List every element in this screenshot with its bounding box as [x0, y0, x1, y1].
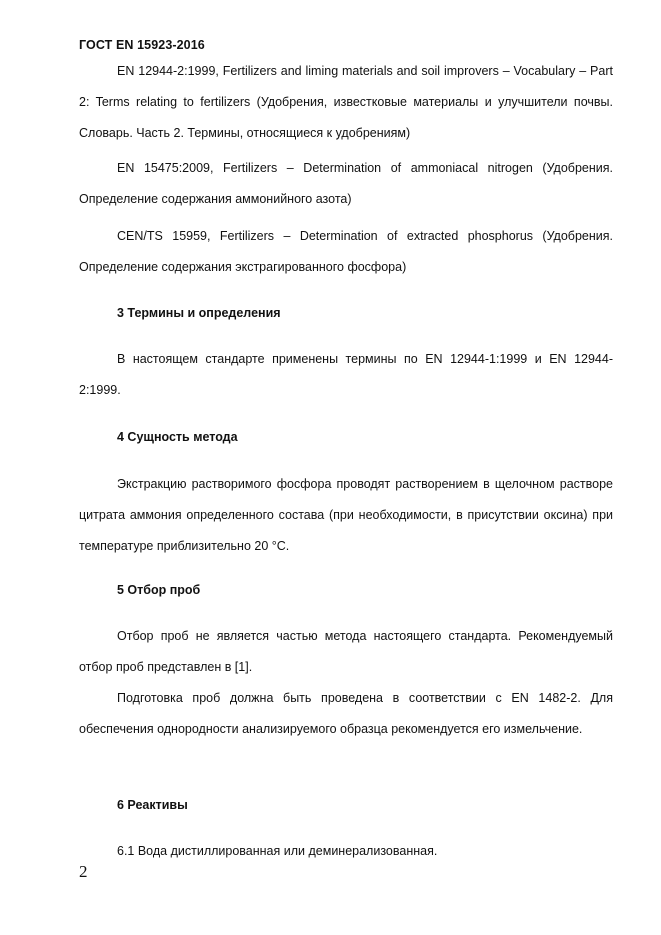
- section-3-text: В настоящем стандарте применены термины по EN 12944-1:1999 и EN 12944-2:1999.: [79, 352, 613, 397]
- section-4-text: Экстракцию растворимого фосфора проводят растворением в щелочном растворе цитрата аммония определенного состава (при необходимости, в присутствии оксина) при температуре приблизительно 20 °C.: [79, 477, 613, 553]
- section-5-heading: 5 Отбор проб: [117, 583, 201, 597]
- section-5-text-1: Отбор проб не является частью метода настоящего стандарта. Рекомендуемый отбор проб представлен в [1].: [79, 629, 613, 674]
- section-5-text-2: Подготовка проб должна быть проведена в соответствии с EN 1482-2. Для обеспечения однородности анализируемого образца рекомендуется его измельчение.: [79, 691, 613, 736]
- section-6-item-1: 6.1 Вода дистиллированная или деминерализованная.: [117, 844, 438, 858]
- section-3-heading: 3 Термины и определения: [117, 306, 281, 320]
- section-6-heading: 6 Реактивы: [117, 798, 188, 812]
- reference-en-12944-2: EN 12944-2:1999, Fertilizers and liming materials and soil improvers – Vocabulary – Part 2: Terms relating to fertilizers (Удобрения, известковые материалы и улучшители почвы. Словарь. Часть 2. Термины, относящиеся к удобрениям): [79, 64, 613, 140]
- reference-en-15475: EN 15475:2009, Fertilizers – Determination of ammoniacal nitrogen (Удобрения. Определение содержания аммонийного азота): [79, 161, 613, 206]
- reference-cen-ts-15959: CEN/TS 15959, Fertilizers – Determination of extracted phosphorus (Удобрения. Определение содержания экстрагированного фосфора): [79, 229, 613, 274]
- page-number: 2: [79, 862, 88, 881]
- section-4-heading: 4 Сущность метода: [117, 430, 238, 444]
- document-header: ГОСТ EN 15923-2016: [79, 38, 205, 52]
